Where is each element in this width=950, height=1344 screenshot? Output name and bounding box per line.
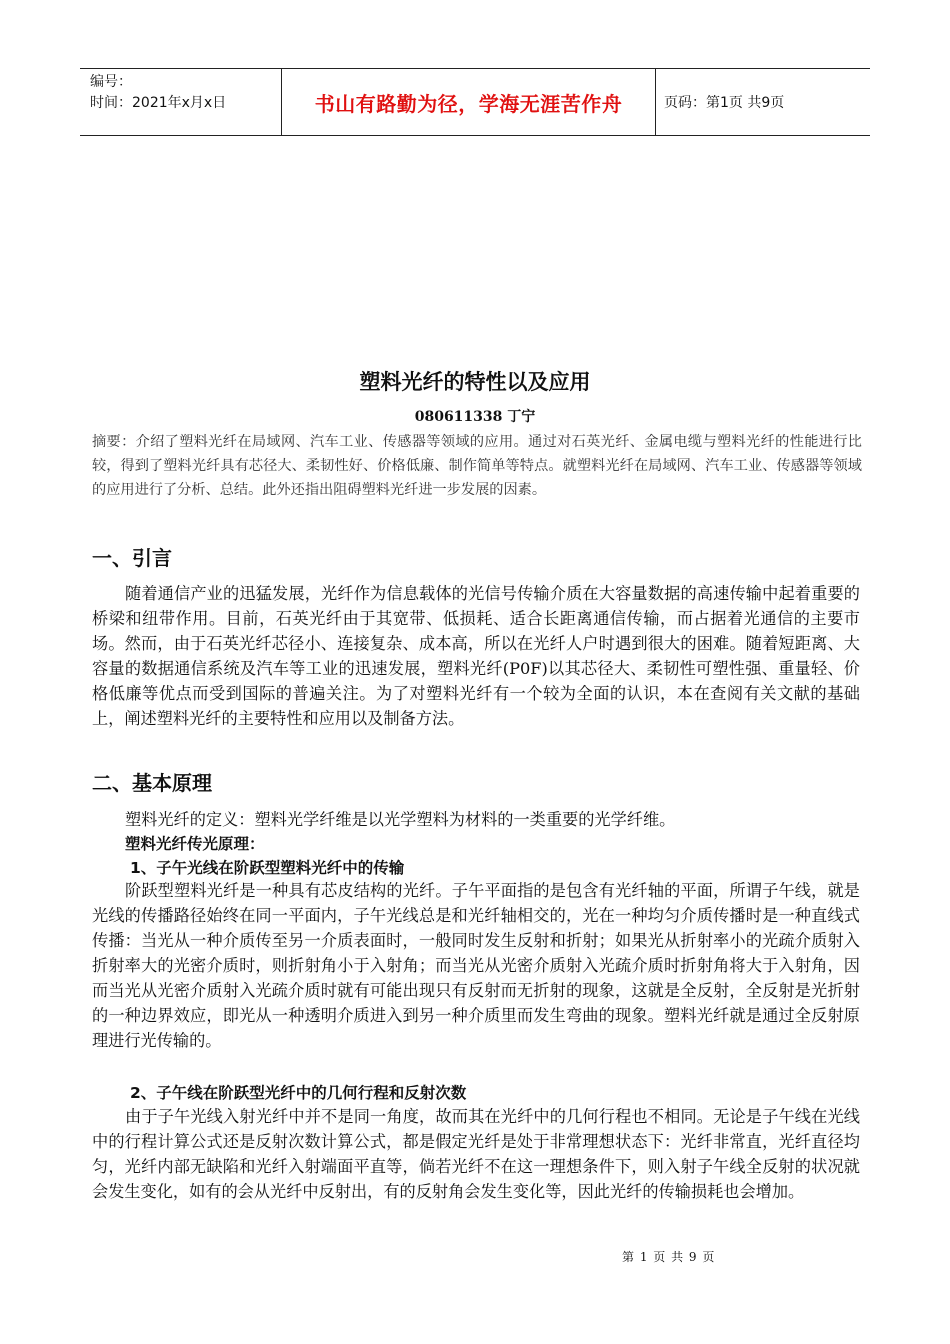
- header-motto-cell: [282, 69, 656, 135]
- subsection-heading-1: 1、子午光线在阶跃型塑料光纤中的传输: [130, 859, 405, 877]
- date-label: 时间：2021年x月x日: [90, 95, 227, 111]
- subsection-heading-2: 2、子午线在阶跃型光纤中的几何行程和反射次数: [130, 1084, 467, 1102]
- page-footer: 第 1 页 共 9 页: [622, 1250, 716, 1264]
- abstract: 摘要：介绍了塑料光纤在局域网、汽车工业、传感器等领域的应用。通过对石英光纤、金属电缆与塑料光纤的性能进行比较，得到了塑料光纤具有芯径大、柔韧性好、价格低廉、制作简单等特点。就塑料光纤在局域网、汽车工业、传感器等领域的应用进行了分析、总结。此外还指出阻碍塑料光纤进一步发展的因素。: [92, 434, 862, 498]
- section-heading-principles: 二、基本原理: [92, 771, 212, 795]
- document-title: 塑料光纤的特性以及应用: [359, 370, 591, 394]
- subsection-2-paragraph: 由于子午光线入射光纤中并不是同一角度，故而其在光纤中的几何行程也不相同。无论是子午线在光线中的行程计算公式还是反射次数计算公式，都是假定光纤是处于非常理想状态下：光纤非常直，光纤直径均匀，光纤内部无缺陷和光纤入射端面平直等，倘若光纤不在这一理想条件下，则入射子午线全反射的状况就会发生变化，如有的会从光纤中反射出，有的反射角会发生变化等，因此光纤的传输损耗也会增加。: [92, 1107, 860, 1201]
- introduction-paragraph: 随着通信产业的迅猛发展，光纤作为信息载体的光信号传输介质在大容量数据的高速传输中起着重要的桥梁和纽带作用。目前，石英光纤由于其宽带、低损耗、适合长距离通信传输，而占据着光通信的主要市场。然而，由于石英光纤芯径小、连接复杂、成本高，所以在光纤人户时遇到很大的困难。随着短距离、大容量的数据通信系统及汽车等工业的迅速发展，塑料光纤(P0F)以其芯径大、柔韧性可塑性强、重量轻、价格低廉等优点而受到国际的普遍关注。为了对塑料光纤有一个较为全面的认识，本在查阅有关文献的基础上，阐述塑料光纤的主要特性和应用以及制备方法。: [92, 584, 860, 728]
- motto: 书山有路勤为径，学海无涯苦作舟: [314, 91, 623, 116]
- subsection-1-paragraph: 阶跃型塑料光纤是一种具有芯皮结构的光纤。子午平面指的是包含有光纤轴的平面，所谓子午线，就是光线的传播路径始终在同一平面内，子午光线总是和光纤轴相交的，光在一种均匀介质传播时是一种直线式传播：当光从一种介质传至另一介质表面时，一般同时发生反射和折射；如果光从折射率小的光疏介质射入折射率大的光密介质时，则折射角小于入射角；而当光从光密介质射入光疏介质时折射角将大于入射角，因而当光从光密介质射入光疏介质时就有可能出现只有反射而无折射的现象，这就是全反射，全反射是光折射的一种边界效应，即光从一种透明介质进入到另一种介质里而发生弯曲的现象。塑料光纤就是通过全反射原理进行光传输的。: [92, 881, 860, 1050]
- header-table: [80, 68, 870, 136]
- number-label: 编号：: [90, 74, 132, 90]
- section-heading-introduction: 一、引言: [92, 546, 172, 570]
- author-line: 080611338 丁宁: [414, 409, 536, 425]
- principle-heading: 塑料光纤传光原理：: [125, 835, 265, 853]
- page-info: 页码：第1页 共9页: [664, 95, 785, 111]
- header-page-cell: [656, 69, 870, 135]
- pof-definition: 塑料光纤的定义：塑料光学纤维是以光学塑料为材料的一类重要的光学纤维。: [125, 810, 676, 829]
- header-meta-cell: [80, 69, 282, 135]
